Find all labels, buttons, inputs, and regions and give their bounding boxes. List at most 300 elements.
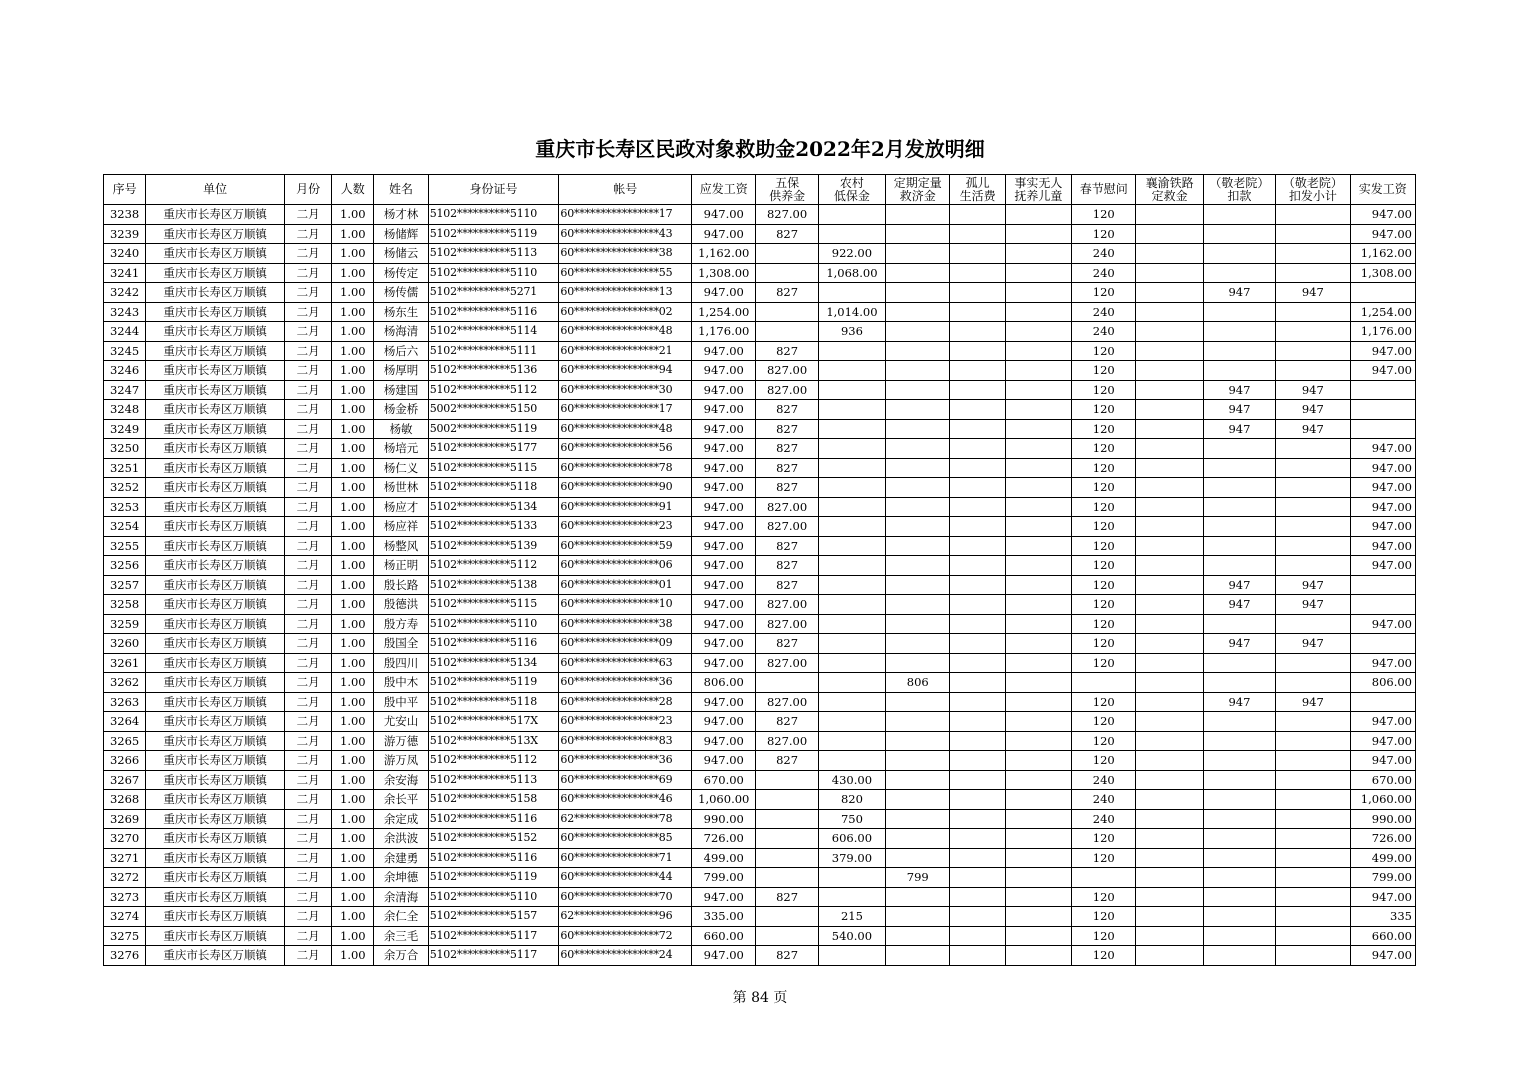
cell-spring-festival: 240 <box>1072 263 1136 283</box>
table-row <box>104 536 1416 556</box>
cell-seq: 3257 <box>104 575 146 595</box>
cell-id-number: 5102**********5117 <box>428 946 559 966</box>
cell-deduction-subtotal <box>1276 673 1350 693</box>
table-row <box>104 322 1416 342</box>
cell-gross-pay: 947.00 <box>692 653 756 673</box>
cell-unsupported-child <box>1005 634 1071 654</box>
cell-xiangyu <box>1136 322 1203 342</box>
cell-unit: 重庆市长寿区万顺镇 <box>146 887 285 907</box>
cell-id-number: 5102**********5134 <box>428 653 559 673</box>
cell-count: 1.00 <box>332 341 374 361</box>
table-row <box>104 341 1416 361</box>
cell-dingqi <box>886 634 950 654</box>
cell-unit: 重庆市长寿区万顺镇 <box>146 595 285 615</box>
cell-xiangyu <box>1136 634 1203 654</box>
cell-account: 60****************17 <box>559 400 692 420</box>
cell-month: 二月 <box>284 244 331 264</box>
cell-account: 60****************36 <box>559 673 692 693</box>
cell-spring-festival: 120 <box>1072 556 1136 576</box>
cell-unsupported-child <box>1005 614 1071 634</box>
cell-xiangyu <box>1136 497 1203 517</box>
cell-name: 余洪波 <box>374 829 428 849</box>
cell-name: 殷长路 <box>374 575 428 595</box>
cell-dingqi <box>886 322 950 342</box>
table-row <box>104 263 1416 283</box>
cell-month: 二月 <box>284 614 331 634</box>
cell-dingqi <box>886 536 950 556</box>
cell-orphan <box>950 439 1005 459</box>
cell-spring-festival: 240 <box>1072 770 1136 790</box>
cell-count: 1.00 <box>332 361 374 381</box>
table-row <box>104 575 1416 595</box>
cell-account: 60****************56 <box>559 439 692 459</box>
cell-seq: 3249 <box>104 419 146 439</box>
table-row <box>104 302 1416 322</box>
cell-count: 1.00 <box>332 263 374 283</box>
cell-gross-pay: 1,308.00 <box>692 263 756 283</box>
cell-spring-festival: 120 <box>1072 848 1136 868</box>
cell-account: 60****************38 <box>559 614 692 634</box>
cell-unit: 重庆市长寿区万顺镇 <box>146 790 285 810</box>
cell-xiangyu <box>1136 887 1203 907</box>
cell-dibao: 540.00 <box>818 926 885 946</box>
cell-dingqi <box>886 575 950 595</box>
cell-unit: 重庆市长寿区万顺镇 <box>146 809 285 829</box>
cell-deduction-subtotal: 947 <box>1276 400 1350 420</box>
cell-month: 二月 <box>284 809 331 829</box>
cell-id-number: 5102**********5112 <box>428 380 559 400</box>
cell-unsupported-child <box>1005 361 1071 381</box>
cell-spring-festival: 120 <box>1072 887 1136 907</box>
cell-gross-pay: 947.00 <box>692 458 756 478</box>
cell-unit: 重庆市长寿区万顺镇 <box>146 673 285 693</box>
cell-count: 1.00 <box>332 809 374 829</box>
cell-account: 60****************10 <box>559 595 692 615</box>
cell-gross-pay: 947.00 <box>692 712 756 732</box>
cell-dingqi <box>886 439 950 459</box>
cell-unsupported-child <box>1005 283 1071 303</box>
cell-unit: 重庆市长寿区万顺镇 <box>146 439 285 459</box>
table-row <box>104 634 1416 654</box>
cell-seq: 3266 <box>104 751 146 771</box>
cell-deduction <box>1203 341 1275 361</box>
cell-net-pay: 947.00 <box>1350 205 1415 225</box>
cell-orphan <box>950 829 1005 849</box>
cell-spring-festival: 120 <box>1072 224 1136 244</box>
cell-month: 二月 <box>284 692 331 712</box>
relief-table <box>103 174 1416 966</box>
cell-unit: 重庆市长寿区万顺镇 <box>146 653 285 673</box>
cell-dibao: 430.00 <box>818 770 885 790</box>
table-row <box>104 478 1416 498</box>
header-dibao: 农村 低保金 <box>818 175 885 205</box>
table-row <box>104 497 1416 517</box>
cell-dibao <box>818 536 885 556</box>
cell-account: 60****************30 <box>559 380 692 400</box>
cell-month: 二月 <box>284 400 331 420</box>
table-row <box>104 770 1416 790</box>
cell-dingqi <box>886 478 950 498</box>
cell-wubao: 827.00 <box>756 517 818 537</box>
cell-xiangyu <box>1136 946 1203 966</box>
cell-month: 二月 <box>284 946 331 966</box>
cell-unsupported-child <box>1005 946 1071 966</box>
cell-gross-pay: 1,162.00 <box>692 244 756 264</box>
cell-gross-pay: 990.00 <box>692 809 756 829</box>
cell-orphan <box>950 634 1005 654</box>
cell-deduction <box>1203 322 1275 342</box>
cell-dibao <box>818 380 885 400</box>
cell-name: 余仁全 <box>374 907 428 927</box>
cell-gross-pay: 947.00 <box>692 205 756 225</box>
cell-net-pay: 947.00 <box>1350 361 1415 381</box>
cell-deduction <box>1203 829 1275 849</box>
cell-name: 余万合 <box>374 946 428 966</box>
cell-gross-pay: 1,254.00 <box>692 302 756 322</box>
cell-dibao <box>818 361 885 381</box>
cell-orphan <box>950 692 1005 712</box>
cell-count: 1.00 <box>332 283 374 303</box>
cell-wubao <box>756 263 818 283</box>
cell-orphan <box>950 302 1005 322</box>
cell-unsupported-child <box>1005 224 1071 244</box>
cell-month: 二月 <box>284 907 331 927</box>
cell-net-pay: 499.00 <box>1350 848 1415 868</box>
cell-count: 1.00 <box>332 712 374 732</box>
cell-deduction <box>1203 712 1275 732</box>
cell-deduction-subtotal <box>1276 517 1350 537</box>
cell-unit: 重庆市长寿区万顺镇 <box>146 926 285 946</box>
cell-wubao: 827.00 <box>756 595 818 615</box>
cell-wubao: 827 <box>756 283 818 303</box>
cell-unsupported-child <box>1005 653 1071 673</box>
cell-unit: 重庆市长寿区万顺镇 <box>146 848 285 868</box>
cell-orphan <box>950 419 1005 439</box>
cell-unsupported-child <box>1005 575 1071 595</box>
cell-unit: 重庆市长寿区万顺镇 <box>146 556 285 576</box>
cell-id-number: 5102**********5117 <box>428 926 559 946</box>
cell-unsupported-child <box>1005 244 1071 264</box>
cell-wubao: 827 <box>756 224 818 244</box>
cell-count: 1.00 <box>332 380 374 400</box>
cell-wubao: 827 <box>756 439 818 459</box>
cell-orphan <box>950 790 1005 810</box>
cell-dingqi <box>886 419 950 439</box>
cell-unit: 重庆市长寿区万顺镇 <box>146 575 285 595</box>
cell-unit: 重庆市长寿区万顺镇 <box>146 244 285 264</box>
cell-unit: 重庆市长寿区万顺镇 <box>146 868 285 888</box>
cell-name: 殷德洪 <box>374 595 428 615</box>
cell-id-number: 5102**********5119 <box>428 868 559 888</box>
cell-dibao <box>818 224 885 244</box>
cell-dingqi <box>886 848 950 868</box>
cell-dingqi <box>886 283 950 303</box>
cell-deduction: 947 <box>1203 380 1275 400</box>
cell-spring-festival: 120 <box>1072 653 1136 673</box>
cell-orphan <box>950 907 1005 927</box>
cell-unsupported-child <box>1005 887 1071 907</box>
cell-month: 二月 <box>284 770 331 790</box>
cell-spring-festival <box>1072 673 1136 693</box>
cell-orphan <box>950 361 1005 381</box>
cell-deduction-subtotal: 947 <box>1276 575 1350 595</box>
cell-orphan <box>950 536 1005 556</box>
cell-deduction-subtotal <box>1276 341 1350 361</box>
cell-month: 二月 <box>284 634 331 654</box>
cell-month: 二月 <box>284 224 331 244</box>
cell-spring-festival: 120 <box>1072 205 1136 225</box>
table-row <box>104 829 1416 849</box>
cell-id-number: 5102**********5112 <box>428 751 559 771</box>
cell-net-pay: 947.00 <box>1350 731 1415 751</box>
cell-gross-pay: 799.00 <box>692 868 756 888</box>
cell-deduction-subtotal <box>1276 556 1350 576</box>
cell-month: 二月 <box>284 731 331 751</box>
cell-spring-festival: 120 <box>1072 517 1136 537</box>
header-deduction: （敬老院） 扣款 <box>1203 175 1275 205</box>
cell-count: 1.00 <box>332 926 374 946</box>
cell-gross-pay: 947.00 <box>692 419 756 439</box>
cell-spring-festival: 120 <box>1072 731 1136 751</box>
cell-name: 殷中木 <box>374 673 428 693</box>
cell-account: 60****************69 <box>559 770 692 790</box>
cell-count: 1.00 <box>332 244 374 264</box>
cell-orphan <box>950 751 1005 771</box>
cell-spring-festival: 120 <box>1072 595 1136 615</box>
table-row <box>104 926 1416 946</box>
cell-net-pay: 1,254.00 <box>1350 302 1415 322</box>
table-row <box>104 244 1416 264</box>
cell-dingqi <box>886 692 950 712</box>
cell-seq: 3238 <box>104 205 146 225</box>
cell-seq: 3243 <box>104 302 146 322</box>
table-row <box>104 848 1416 868</box>
cell-orphan <box>950 263 1005 283</box>
cell-seq: 3242 <box>104 283 146 303</box>
cell-xiangyu <box>1136 205 1203 225</box>
cell-gross-pay: 947.00 <box>692 380 756 400</box>
cell-id-number: 5102**********5139 <box>428 536 559 556</box>
cell-deduction-subtotal <box>1276 887 1350 907</box>
cell-orphan <box>950 341 1005 361</box>
cell-account: 60****************36 <box>559 751 692 771</box>
cell-account: 60****************91 <box>559 497 692 517</box>
cell-unit: 重庆市长寿区万顺镇 <box>146 517 285 537</box>
cell-deduction-subtotal <box>1276 458 1350 478</box>
cell-gross-pay: 806.00 <box>692 673 756 693</box>
cell-spring-festival: 120 <box>1072 946 1136 966</box>
cell-deduction-subtotal: 947 <box>1276 283 1350 303</box>
table-row <box>104 712 1416 732</box>
cell-name: 杨后六 <box>374 341 428 361</box>
cell-net-pay: 806.00 <box>1350 673 1415 693</box>
cell-id-number: 5102**********5115 <box>428 595 559 615</box>
cell-unit: 重庆市长寿区万顺镇 <box>146 712 285 732</box>
cell-id-number: 5102**********5116 <box>428 809 559 829</box>
cell-deduction-subtotal: 947 <box>1276 692 1350 712</box>
cell-seq: 3239 <box>104 224 146 244</box>
cell-seq: 3254 <box>104 517 146 537</box>
cell-wubao: 827.00 <box>756 361 818 381</box>
cell-xiangyu <box>1136 224 1203 244</box>
header-account: 帐号 <box>559 175 692 205</box>
cell-deduction-subtotal <box>1276 439 1350 459</box>
cell-wubao <box>756 848 818 868</box>
cell-spring-festival: 120 <box>1072 478 1136 498</box>
table-row <box>104 673 1416 693</box>
cell-xiangyu <box>1136 380 1203 400</box>
cell-name: 杨才林 <box>374 205 428 225</box>
cell-account: 60****************90 <box>559 478 692 498</box>
cell-dibao <box>818 595 885 615</box>
cell-month: 二月 <box>284 361 331 381</box>
table-row <box>104 692 1416 712</box>
cell-gross-pay: 947.00 <box>692 731 756 751</box>
cell-name: 杨传定 <box>374 263 428 283</box>
cell-dingqi <box>886 497 950 517</box>
cell-count: 1.00 <box>332 556 374 576</box>
cell-dibao <box>818 614 885 634</box>
cell-deduction-subtotal <box>1276 907 1350 927</box>
cell-xiangyu <box>1136 458 1203 478</box>
cell-month: 二月 <box>284 653 331 673</box>
header-orphan: 孤儿 生活费 <box>950 175 1005 205</box>
cell-gross-pay: 660.00 <box>692 926 756 946</box>
cell-deduction-subtotal <box>1276 497 1350 517</box>
cell-net-pay: 947.00 <box>1350 712 1415 732</box>
cell-deduction-subtotal <box>1276 751 1350 771</box>
cell-count: 1.00 <box>332 829 374 849</box>
cell-dibao <box>818 653 885 673</box>
cell-gross-pay: 1,176.00 <box>692 322 756 342</box>
cell-id-number: 5102**********5111 <box>428 341 559 361</box>
cell-unsupported-child <box>1005 556 1071 576</box>
cell-spring-festival: 120 <box>1072 341 1136 361</box>
cell-wubao <box>756 809 818 829</box>
cell-dingqi <box>886 946 950 966</box>
cell-id-number: 5102**********5113 <box>428 244 559 264</box>
cell-seq: 3261 <box>104 653 146 673</box>
cell-month: 二月 <box>284 575 331 595</box>
cell-deduction <box>1203 848 1275 868</box>
cell-wubao: 827 <box>756 946 818 966</box>
cell-orphan <box>950 595 1005 615</box>
cell-dingqi <box>886 712 950 732</box>
cell-net-pay: 947.00 <box>1350 458 1415 478</box>
cell-unit: 重庆市长寿区万顺镇 <box>146 478 285 498</box>
cell-dibao: 750 <box>818 809 885 829</box>
cell-account: 60****************09 <box>559 634 692 654</box>
cell-dingqi <box>886 400 950 420</box>
cell-wubao: 827 <box>756 575 818 595</box>
cell-seq: 3269 <box>104 809 146 829</box>
cell-id-number: 5102**********5134 <box>428 497 559 517</box>
cell-dingqi <box>886 556 950 576</box>
cell-name: 杨传儒 <box>374 283 428 303</box>
cell-net-pay: 947.00 <box>1350 341 1415 361</box>
page-title: 重庆市长寿区民政对象救助金2022年2月发放明细 <box>535 137 985 161</box>
cell-net-pay: 1,176.00 <box>1350 322 1415 342</box>
cell-name: 余三毛 <box>374 926 428 946</box>
cell-count: 1.00 <box>332 302 374 322</box>
cell-orphan <box>950 380 1005 400</box>
cell-deduction-subtotal <box>1276 809 1350 829</box>
cell-unsupported-child <box>1005 205 1071 225</box>
cell-seq: 3271 <box>104 848 146 868</box>
cell-xiangyu <box>1136 556 1203 576</box>
cell-gross-pay: 947.00 <box>692 283 756 303</box>
cell-deduction-subtotal <box>1276 322 1350 342</box>
cell-unsupported-child <box>1005 302 1071 322</box>
cell-id-number: 5102**********5112 <box>428 556 559 576</box>
cell-dibao <box>818 517 885 537</box>
cell-dingqi <box>886 790 950 810</box>
cell-orphan <box>950 575 1005 595</box>
header-deduction-subtotal: （敬老院） 扣发小计 <box>1276 175 1350 205</box>
cell-id-number: 5102**********5157 <box>428 907 559 927</box>
cell-wubao: 827 <box>756 712 818 732</box>
cell-name: 杨储云 <box>374 244 428 264</box>
cell-month: 二月 <box>284 673 331 693</box>
cell-seq: 3244 <box>104 322 146 342</box>
cell-dibao <box>818 497 885 517</box>
cell-count: 1.00 <box>332 439 374 459</box>
cell-id-number: 5102**********513X <box>428 731 559 751</box>
cell-dibao: 820 <box>818 790 885 810</box>
cell-dibao <box>818 673 885 693</box>
cell-account: 60****************83 <box>559 731 692 751</box>
cell-unit: 重庆市长寿区万顺镇 <box>146 946 285 966</box>
cell-spring-festival: 120 <box>1072 751 1136 771</box>
cell-gross-pay: 947.00 <box>692 614 756 634</box>
cell-name: 杨应才 <box>374 497 428 517</box>
cell-name: 殷方寿 <box>374 614 428 634</box>
cell-deduction <box>1203 244 1275 264</box>
cell-seq: 3263 <box>104 692 146 712</box>
cell-seq: 3252 <box>104 478 146 498</box>
cell-account: 60****************17 <box>559 205 692 225</box>
cell-orphan <box>950 653 1005 673</box>
cell-id-number: 5102**********5118 <box>428 692 559 712</box>
cell-wubao: 827.00 <box>756 380 818 400</box>
cell-seq: 3260 <box>104 634 146 654</box>
cell-seq: 3255 <box>104 536 146 556</box>
cell-count: 1.00 <box>332 634 374 654</box>
cell-id-number: 5102**********5136 <box>428 361 559 381</box>
cell-deduction <box>1203 809 1275 829</box>
cell-wubao: 827 <box>756 634 818 654</box>
cell-name: 殷四川 <box>374 653 428 673</box>
cell-count: 1.00 <box>332 614 374 634</box>
cell-spring-festival: 120 <box>1072 283 1136 303</box>
table-row <box>104 283 1416 303</box>
cell-unsupported-child <box>1005 263 1071 283</box>
cell-name: 杨储辉 <box>374 224 428 244</box>
cell-wubao: 827.00 <box>756 205 818 225</box>
cell-deduction-subtotal <box>1276 244 1350 264</box>
cell-id-number: 5102**********5113 <box>428 770 559 790</box>
table-row <box>104 361 1416 381</box>
cell-deduction-subtotal <box>1276 848 1350 868</box>
cell-net-pay: 947.00 <box>1350 224 1415 244</box>
cell-deduction-subtotal <box>1276 302 1350 322</box>
cell-dingqi <box>886 751 950 771</box>
cell-unsupported-child <box>1005 692 1071 712</box>
cell-id-number: 5102**********5118 <box>428 478 559 498</box>
cell-month: 二月 <box>284 595 331 615</box>
cell-unit: 重庆市长寿区万顺镇 <box>146 692 285 712</box>
cell-net-pay: 660.00 <box>1350 926 1415 946</box>
